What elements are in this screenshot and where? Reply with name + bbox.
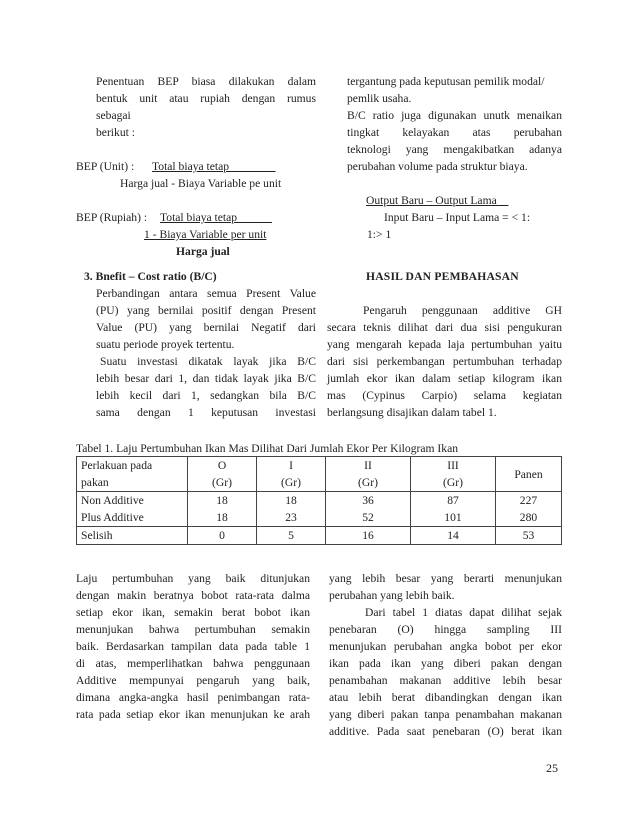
text-line: dimana angka-angka hasil penimbangan rata- bbox=[76, 691, 310, 704]
table-cell: Non Additive bbox=[77, 492, 188, 510]
text-line: yang mengarah kepada laja pertumbuhan yaitu bbox=[327, 338, 562, 351]
growth-table bbox=[76, 456, 562, 545]
right-top-paragraph bbox=[347, 73, 562, 175]
bc-formula-denominator: Input Baru – Input Lama = < 1: bbox=[384, 211, 531, 224]
bep-rupiah-numerator: Total biaya tetap______ bbox=[160, 211, 272, 224]
table-cell: 52 bbox=[326, 509, 411, 527]
text-line: Pengaruh penggunaan additive GH bbox=[363, 304, 562, 317]
table-cell: 14 bbox=[411, 527, 496, 545]
text-line: baik. Berdasarkan tampilan data pada table 1 bbox=[76, 640, 310, 653]
text-line: jumlah ekor ikan dalam setiap kilogram ikan bbox=[327, 372, 562, 385]
text-line: berikut : bbox=[96, 126, 135, 139]
text-line: berlangsung disajikan dalam tabel 1. bbox=[327, 406, 497, 419]
header-cell: (Gr) bbox=[188, 474, 257, 492]
table-cell: Selisih bbox=[77, 527, 188, 545]
text-line: (PU) yang bernilai positif dengan Present bbox=[96, 304, 316, 317]
header-cell: II bbox=[326, 457, 411, 475]
text-line: Laju pertumbuhan yang baik ditunjukan bbox=[76, 572, 310, 585]
text-line: penambahan makanan additive lebih besar bbox=[329, 674, 562, 687]
table-row-difference bbox=[77, 527, 562, 545]
bc-formula-numerator: Output Baru – Output Lama__ bbox=[366, 194, 509, 207]
table-row bbox=[77, 492, 562, 510]
text-line: Perbandingan antara semua Present Value bbox=[96, 287, 316, 300]
header-cell: III bbox=[411, 457, 496, 475]
text-line: atau lebih berat dibandingkan dengan ikan bbox=[329, 691, 562, 704]
text-line: sebagai bbox=[96, 109, 131, 122]
text-line: Suatu investasi dikatak layak jika B/C bbox=[100, 355, 316, 368]
text-line: Dari tabel 1 diatas dapat dilihat sejak bbox=[365, 606, 562, 619]
bep-intro bbox=[96, 73, 316, 141]
table-header-row bbox=[77, 474, 562, 492]
bottom-right-paragraph bbox=[329, 570, 562, 740]
header-cell-panen: Panen bbox=[496, 457, 562, 492]
text-line: lebih kecil dari 1, sedangkan bila B/C bbox=[96, 389, 316, 402]
text-line: teknologi yang mengakibatkan adanya bbox=[347, 143, 562, 156]
table-cell: 227 bbox=[496, 492, 562, 510]
text-line: mas (Cypinus Carpio) selama kegiatan bbox=[327, 389, 562, 402]
header-cell: Perlakuan pada bbox=[77, 457, 188, 475]
table-cell: 53 bbox=[496, 527, 562, 545]
table-cell: 101 bbox=[411, 509, 496, 527]
table-cell: 23 bbox=[257, 509, 326, 527]
bep-rupiah-denominator: 1 - Biaya Variable per unit bbox=[144, 228, 267, 241]
table-cell: 87 bbox=[411, 492, 496, 510]
table-cell: 0 bbox=[188, 527, 257, 545]
text-line: yang diberi pakan tanpa penambahan makanan bbox=[329, 708, 562, 721]
bep-unit-numerator: Total biaya tetap________ bbox=[152, 160, 276, 173]
table-cell: 16 bbox=[326, 527, 411, 545]
bep-unit-denominator: Harga jual - Biaya Variable pe unit bbox=[120, 177, 282, 190]
text-line: tergantung pada keputusan pemilik modal/ bbox=[347, 75, 545, 88]
text-line: Additive mempunyai pengaruh yang baik, bbox=[76, 674, 310, 687]
text-line: additive. Pada saat penebaran (O) berat ikan bbox=[329, 725, 562, 738]
table-cell: 18 bbox=[188, 492, 257, 510]
header-cell: (Gr) bbox=[257, 474, 326, 492]
bc-paragraph bbox=[96, 285, 316, 421]
text-line: menunjukan perubahan angka bobot per ekor bbox=[329, 640, 562, 653]
results-paragraph bbox=[327, 302, 562, 421]
header-cell: pakan bbox=[77, 474, 188, 492]
bottom-left-paragraph bbox=[76, 570, 310, 723]
text-line: yang lebih besar yang berarti menunjukan bbox=[329, 572, 562, 585]
header-cell: (Gr) bbox=[326, 474, 411, 492]
table-cell: Plus Additive bbox=[77, 509, 188, 527]
table-cell: 18 bbox=[188, 509, 257, 527]
text-line: Value (PU) yang bernilai Negatif dari bbox=[96, 321, 316, 334]
text-line: sama dengan 1 keputusan investasi bbox=[96, 406, 316, 419]
bep-rupiah-label: BEP (Rupiah) : bbox=[76, 211, 148, 224]
table-cell: 5 bbox=[257, 527, 326, 545]
page-number: 25 bbox=[546, 761, 558, 775]
bc-heading: 3. Bnefit – Cost ratio (B/C) bbox=[84, 270, 217, 283]
bc-formula-ratio: 1:> 1 bbox=[367, 228, 392, 241]
bep-rupiah-denominator2: Harga jual bbox=[176, 245, 230, 258]
text-line: setiap ekor ikan, semakin berat bobot ikan bbox=[76, 606, 310, 619]
text-line: pemlik usaha. bbox=[347, 92, 412, 105]
table-cell: 36 bbox=[326, 492, 411, 510]
text-line: penebaran (O) hingga sampling III bbox=[329, 623, 562, 636]
text-line: ikan pada ikan yang diberi pakan dengan bbox=[329, 657, 562, 670]
table-cell: 18 bbox=[257, 492, 326, 510]
text-line: perubahan yang lebih baik. bbox=[329, 589, 455, 602]
table-cell: 280 bbox=[496, 509, 562, 527]
text-line: dengan makin beratnya bobot rata-rata dalma bbox=[76, 589, 310, 602]
section-heading: HASIL DAN PEMBAHASAN bbox=[366, 270, 519, 283]
text-line: di atas, memperlihatkan bahwa penggunaan bbox=[76, 657, 310, 670]
text-line: dari sisi perkembangan pertumbuhan terhadap bbox=[327, 355, 562, 368]
header-cell: O bbox=[188, 457, 257, 475]
table-row bbox=[77, 509, 562, 527]
text-line: bentuk unit atau rupiah dengan rumus bbox=[96, 92, 316, 105]
text-line: rata pada setiap ekor ikan menunjukan ke arah bbox=[76, 708, 310, 721]
bep-unit-label: BEP (Unit) : bbox=[76, 160, 135, 173]
header-cell: I bbox=[257, 457, 326, 475]
table-caption: Tabel 1. Laju Pertumbuhan Ikan Mas Dilihat Dari Jumlah Ekor Per Kilogram Ikan bbox=[76, 442, 459, 455]
text-line: menunjukan bahwa pertumbuhan semakin bbox=[76, 623, 310, 636]
header-cell: (Gr) bbox=[411, 474, 496, 492]
text-line: tingkat kelayakan atas perubahan bbox=[347, 126, 562, 139]
text-line: B/C ratio juga digunakan unutk menaikan bbox=[347, 109, 562, 122]
text-line: lebih besar dari 1, dan tidak layak jika B/C bbox=[96, 372, 316, 385]
text-line: secara teknis dilihat dari dua sisi pengukuran bbox=[327, 321, 562, 334]
text-line: Penentuan BEP biasa dilakukan dalam bbox=[96, 75, 316, 88]
text-line: suatu periode proyek tertentu. bbox=[96, 338, 235, 351]
table-header-row bbox=[77, 457, 562, 475]
text-line: perubahan volume pada struktur biaya. bbox=[347, 160, 528, 173]
